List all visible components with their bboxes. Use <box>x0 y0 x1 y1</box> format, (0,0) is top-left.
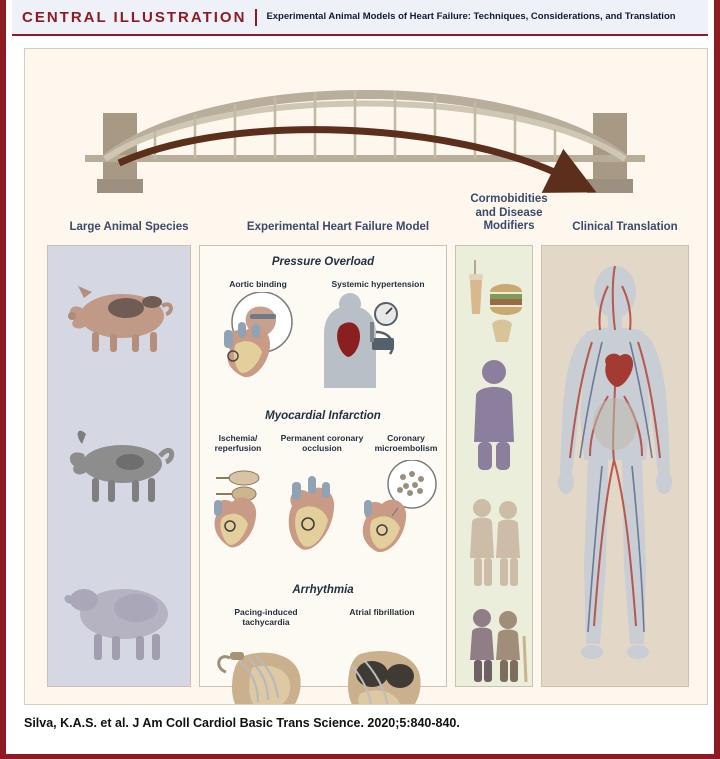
bridge-arch-graphic <box>85 71 645 201</box>
dog-silhouette <box>70 431 172 502</box>
myocardial-infarction-graphics <box>200 460 446 570</box>
sub-label-pacing-induced-tachycardia: Pacing-induced tachycardia <box>234 607 298 627</box>
fast-food-icon <box>469 260 522 342</box>
header-bar <box>12 0 708 36</box>
human-anatomy-figure <box>542 246 688 686</box>
panel-experimental-models <box>199 245 447 687</box>
aging-couple-silhouette <box>470 499 520 586</box>
figure-caption: Silva, K.A.S. et al. J Am Coll Cardiol Basic Trans Science. 2020;5:840-840. <box>24 716 460 730</box>
sub-label-atrial-fibrillation: Atrial fibrillation <box>349 607 415 617</box>
pressure-overload-graphics <box>200 292 446 402</box>
sub-label-ischemia-reperfusion: Ischemia/ reperfusion <box>214 433 262 453</box>
pig-silhouette <box>68 286 171 352</box>
central-illustration-badge: CENTRAL ILLUSTRATION <box>22 9 257 26</box>
figure-canvas <box>24 48 708 705</box>
column-label-species: Large Animal Species <box>69 221 189 233</box>
section-title-myocardial-infarction: Myocardial Infarction <box>265 410 381 422</box>
panel-clinical-translation <box>541 245 689 687</box>
panel-comorbidities <box>455 245 533 687</box>
section-title-arrhythmia: Arrhythmia <box>292 584 354 596</box>
panel-large-animal-species <box>47 245 191 687</box>
obesity-silhouette <box>474 360 514 470</box>
column-labels <box>43 187 691 243</box>
arrhythmia-graphics <box>200 638 446 705</box>
bottom-rule <box>6 754 714 759</box>
elderly-with-cane-silhouette <box>470 609 526 682</box>
sub-label-permanent-occlusion: Permanent coronary occlusion <box>280 433 364 453</box>
section-title-pressure-overload: Pressure Overload <box>271 256 375 268</box>
sheep-silhouette <box>65 589 169 660</box>
sub-label-systemic-hypertension: Systemic hypertension <box>331 279 425 289</box>
sub-label-coronary-microembolism: Coronary microembolism <box>374 433 438 453</box>
header-subtitle: Experimental Animal Models of Heart Failure: Techniques, Considerations, and Translation <box>266 10 676 22</box>
column-label-model: Experimental Heart Failure Model <box>246 221 430 233</box>
sub-label-aortic-binding: Aortic binding <box>229 279 287 289</box>
column-label-comorbidities: Cormobidities and Disease Modifiers <box>470 193 548 233</box>
column-label-translation: Clinical Translation <box>572 221 678 233</box>
